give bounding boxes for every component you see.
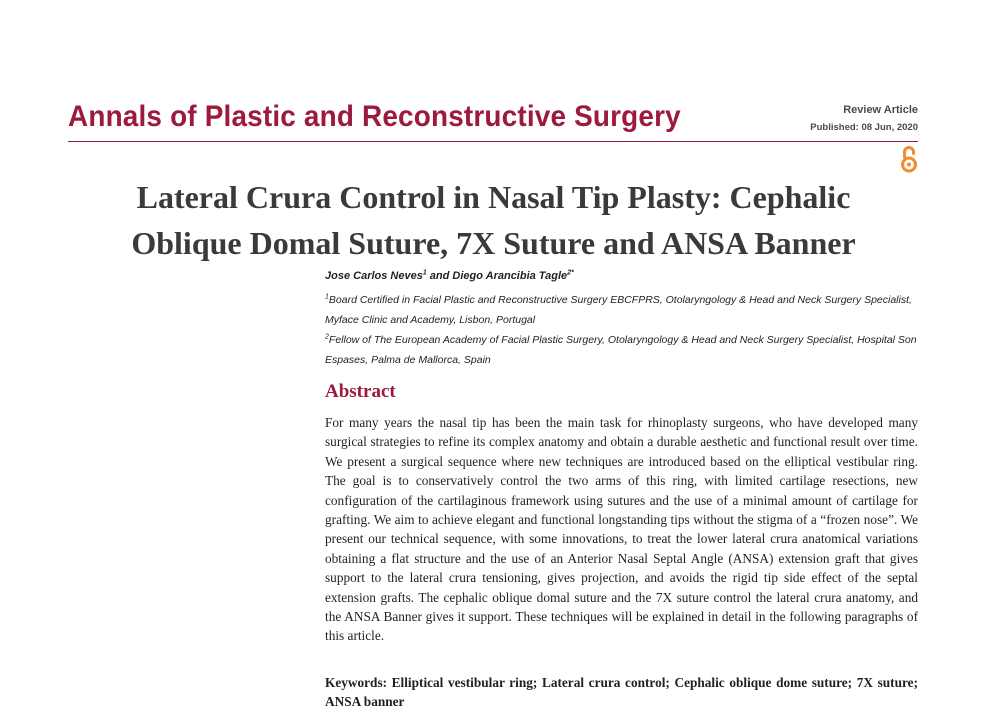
abstract-heading: Abstract (325, 381, 396, 402)
header-divider (68, 141, 918, 142)
open-access-icon[interactable] (899, 145, 919, 173)
author-name: Jose Carlos Neves (325, 270, 423, 282)
affiliation-text: Board Certified in Facial Plastic and Reconstructive Surgery EBCFPRS, Otolaryngology & Head and Neck Surgery Specialist, Myface Clinic and Academy, Lisbon, Portugal (325, 294, 912, 326)
affiliation-marker: 2 (325, 333, 329, 341)
published-date: Published: 08 Jun, 2020 (810, 122, 918, 133)
author-joiner: and (426, 270, 453, 282)
keywords: Keywords: Elliptical vestibular ring; Lateral crura control; Cephalic oblique dome suture; 7X suture; ANSA banner (325, 675, 918, 710)
abstract-body: For many years the nasal tip has been the main task for rhinoplasty surgeons, who have developed many surgical strategies to refine its complex anatomy and obtain a durable aesthetic and functional result over time. We present a surgical sequence where new techniques are introduced based on the elliptical vestibular ring. The goal is to conservatively control the two arms of this ring, with limited cartilage resections, new configuration of the cartilaginous framework using sutures and the use of a minimal amount of cartilage for grafting. We aim to achieve elegant and functional longstanding tips without the stigma of a “frozen nose”. We present our technical sequence, with some innovations, to treat the lower lateral crura anatomical variations obtaining a flat structure and the use of an Anterior Nasal Septal Angle (ANSA) extension graft that gives support to the lateral crura tensioning, gives projection, and avoids the rigid tip side effect of the septal extension grafts. The cephalic oblique domal suture and the 7X suture control the lateral crura anatomy, and the ANSA Banner gives it support. These techniques will be explained in detail in the following paragraphs of this article. (325, 415, 918, 644)
article-type-label: Review Article (843, 104, 918, 116)
affiliation-2 (325, 330, 925, 370)
journal-title: Annals of Plastic and Reconstructive Surgery (68, 100, 681, 133)
affiliation-marker: 1 (325, 293, 329, 301)
affiliation-1 (325, 290, 925, 330)
author-list (325, 270, 574, 282)
affiliation-text: Fellow of The European Academy of Facial Plastic Surgery, Otolaryngology & Head and Neck Surgery Specialist, Hospital Son Espases, Palma de Mallorca, Spain (325, 334, 917, 366)
author-affiliation-marker: 1 (422, 269, 427, 277)
article-title (0, 174, 987, 266)
author-affiliation-marker: 2* (567, 269, 574, 277)
author-name: Diego Arancibia Tagle (452, 270, 568, 282)
article-title-line-1: Lateral Crura Control in Nasal Tip Plasty: Cephalic (136, 179, 851, 215)
article-title-line-2: Oblique Domal Suture, 7X Suture and ANSA Banner (131, 225, 856, 261)
